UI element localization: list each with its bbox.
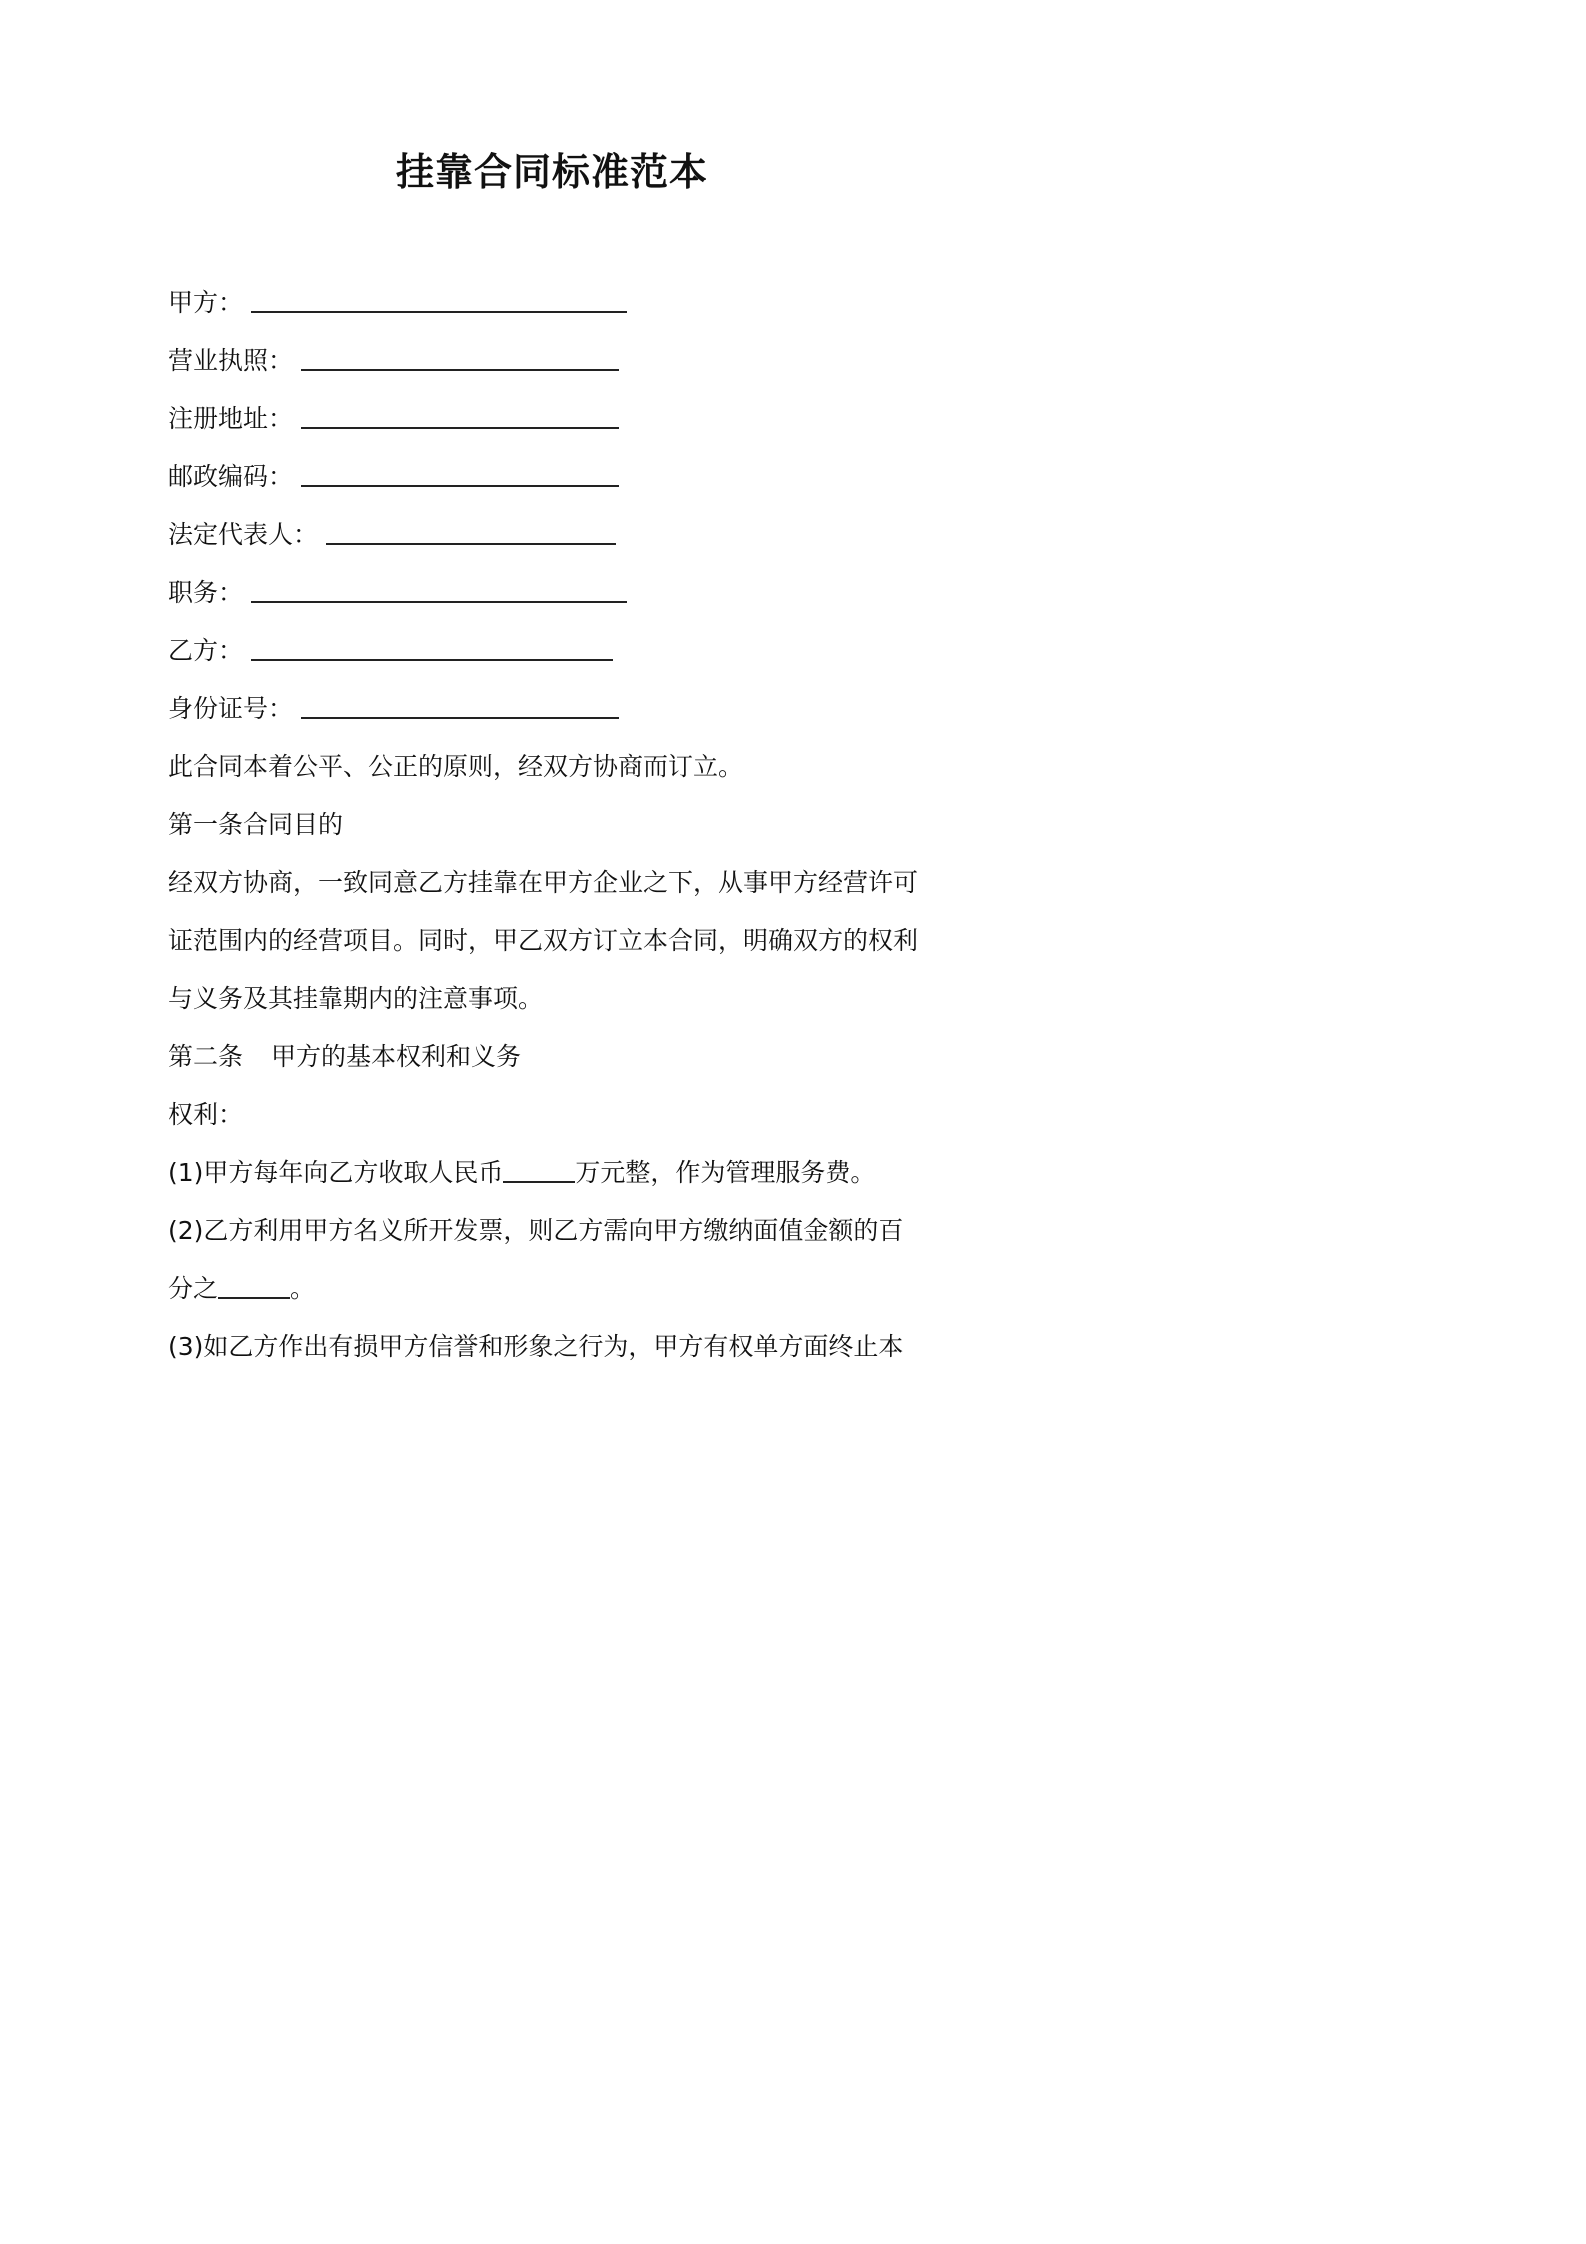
fill-in-blank (301, 467, 619, 487)
article-2-number: 第二条 (168, 1042, 244, 1071)
field-party-b (168, 622, 968, 680)
clause-text: 万元整，作为管理服务费。 (575, 1158, 876, 1187)
clause-item-1 (168, 1144, 968, 1202)
contract-page (0, 0, 1104, 1562)
fill-in-blank (326, 525, 616, 545)
fill-in-blank (218, 1279, 290, 1299)
document-body (168, 274, 968, 1376)
fill-in-blank (503, 1163, 575, 1183)
article-1-text-line: 与义务及其挂靠期内的注意事项。 (168, 984, 544, 1013)
article-2-title: 甲方的基本权利和义务 (271, 1042, 522, 1071)
clause-item-2-continued (168, 1260, 968, 1318)
fill-in-blank (301, 351, 619, 371)
field-position (168, 564, 968, 622)
field-registered-address (168, 390, 968, 448)
document-title: 挂靠合同标准范本 (395, 150, 708, 194)
article-2-heading (168, 1028, 968, 1086)
clause-item-2: (2)乙方利用甲方名义所开发票，则乙方需向甲方缴纳面值金额的百 (168, 1216, 904, 1245)
fill-in-blank (301, 699, 619, 719)
field-postal-code (168, 448, 968, 506)
intro-paragraph: 此合同本着公平、公正的原则，经双方协商而订立。 (168, 752, 744, 781)
field-party-a (168, 274, 968, 332)
field-label: 法定代表人： (168, 520, 319, 549)
fill-in-blank (251, 641, 613, 661)
field-label: 甲方： (168, 288, 244, 317)
field-id-number (168, 680, 968, 738)
field-label: 职务： (168, 578, 244, 607)
clause-text: 。 (290, 1274, 316, 1303)
article-1-text-line: 经双方协商，一致同意乙方挂靠在甲方企业之下，从事甲方经营许可 (168, 868, 919, 897)
field-label: 邮政编码： (168, 462, 294, 491)
clause-item-3: (3)如乙方作出有损甲方信誉和形象之行为，甲方有权单方面终止本 (168, 1332, 904, 1361)
field-legal-representative (168, 506, 968, 564)
field-label: 注册地址： (168, 404, 294, 433)
fill-in-blank (251, 293, 627, 313)
clause-text: (1)甲方每年向乙方收取人民币 (168, 1158, 504, 1187)
fill-in-blank (251, 583, 627, 603)
field-label: 身份证号： (168, 694, 294, 723)
clause-text: 分之 (168, 1274, 219, 1303)
field-label: 乙方： (168, 636, 244, 665)
field-label: 营业执照： (168, 346, 294, 375)
fill-in-blank (301, 409, 619, 429)
article-1-text-line: 证范围内的经营项目。同时，甲乙双方订立本合同，明确双方的权利 (168, 926, 919, 955)
article-1-heading: 第一条合同目的 (168, 810, 344, 839)
field-business-license (168, 332, 968, 390)
rights-label: 权利： (168, 1100, 244, 1129)
